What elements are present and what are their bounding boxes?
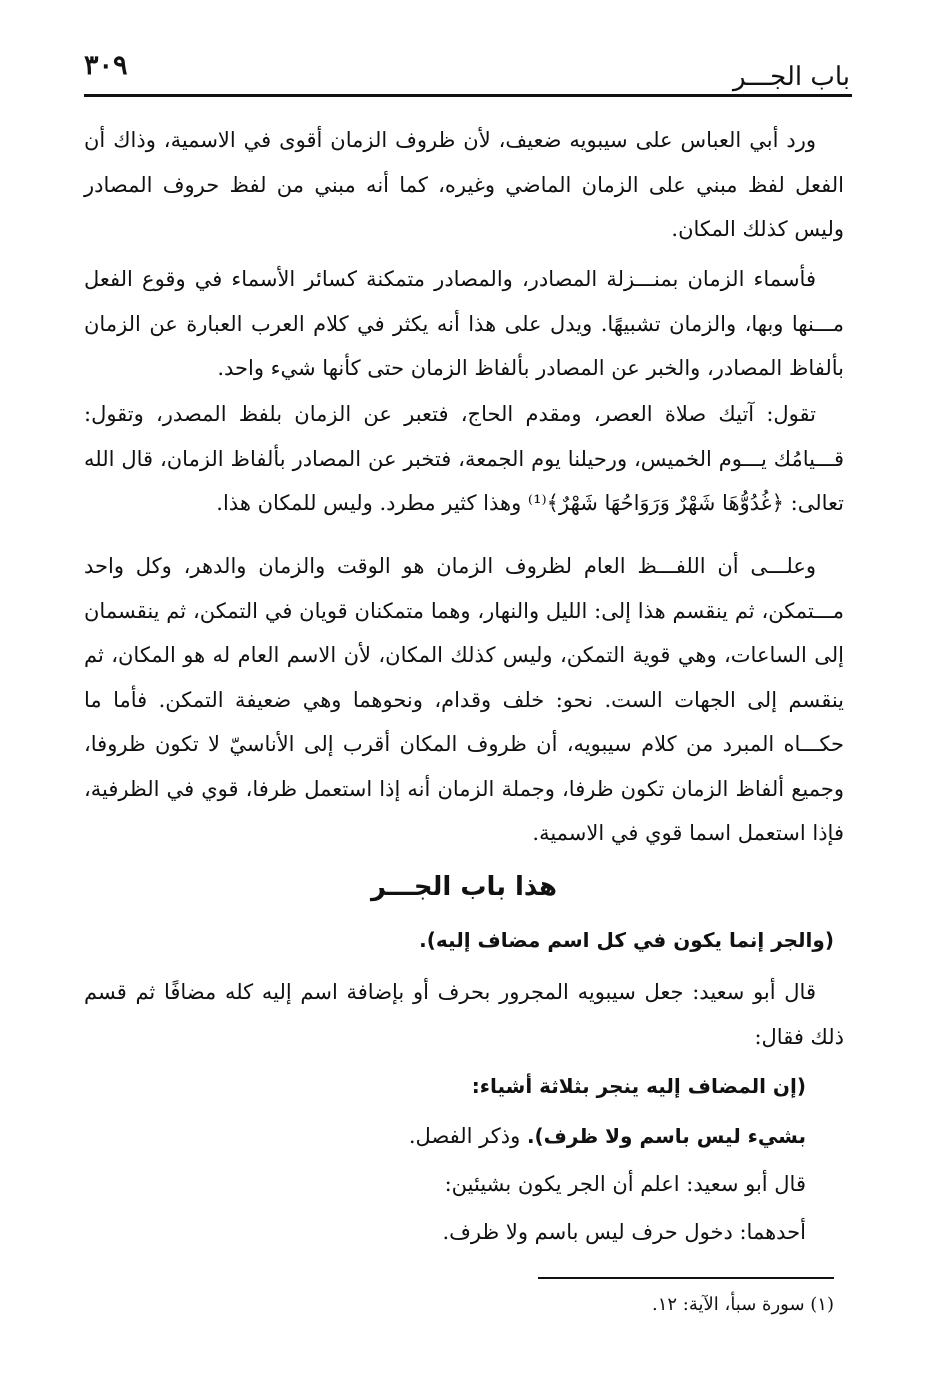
header-divider xyxy=(84,94,852,97)
abu-said-paragraph: قال أبو سعيد: جعل سيبويه المجرور بحرف أو بإضافة اسم إليه كله مضافًا ثم قسم ذلك فقال: xyxy=(84,980,844,1049)
page-number: ٣٠٩ xyxy=(84,50,128,81)
paragraph-4 xyxy=(84,544,844,856)
paragraph-2 xyxy=(84,257,844,391)
paragraph-1 xyxy=(84,118,844,252)
quote-bold-text: بشيء ليس باسم ولا ظرف). xyxy=(526,1124,806,1148)
paragraph-text: وعلـــى أن اللفـــظ العام لظروف الزمان هو الوقت والزمان والدهر، وكل واحد مـــتمكن، ثم ينقسم هذا إلى: الليل والنهار، وهما متمكنان قويان في التمكن، ثم ينقسمان إلى الساعات، وهي قوية التمكن، وليس كذلك المكان، لأن الاسم العام له هو المكان، ثم ينقسم إلى الجهات الست. نحو: خلف وقدام، ونحوهما وهي ضعيفة التمكن. فأما ما حكـــاه المبرد من كلام سيبويه، أن ظروف المكان أقرب إلى الأناسيّ لا تكون ظروفا، وجميع ألفاظ الزمان تكون ظرفا، وجملة الزمان أنه إذا استعمل ظرفا، قوي في الظرفية، فإذا استعمل اسما قوي في الاسمية. xyxy=(84,554,844,845)
paragraph-text: ورد أبي العباس على سيبويه ضعيف، لأن ظروف الزمان أقوى في الاسمية، وذاك أن الفعل لفظ مبني على الزمان الماضي وغيره، كما أنه مبني من لفظ حروف المصادر وليس كذلك المكان. xyxy=(84,128,844,241)
quote-line-2 xyxy=(409,1124,806,1148)
text-line-3: قال أبو سعيد: اعلم أن الجر يكون بشيئين: xyxy=(444,1172,806,1196)
text-line-4: أحدهما: دخول حرف ليس باسم ولا ظرف. xyxy=(442,1220,806,1244)
paragraph-text: تقول: آتيك صلاة العصر، ومقدم الحاج، فتعبر عن الزمان بلفظ المصدر، وتقول: قـــيامُك يـــوم الخميس، ورحيلنا يوم الجمعة، فتخبر عن المصادر بألفاظ الزمان، قال الله تعالى: ﴿غُدُوُّهَا شَهْرٌ وَرَوَاحُهَا شَهْرٌ﴾⁽¹⁾ وهذا كثير مطرد. وليس للمكان هذا. xyxy=(84,402,844,515)
paragraph-text: فأسماء الزمان بمنـــزلة المصادر، والمصادر متمكنة كسائر الأسماء في وقوع الفعل مـــنها وبها، والزمان تشبيهًا. ويدل على هذا أنه يكثر في كلام العرب العبارة عن الزمان بألفاظ المصادر، والخبر عن المصادر بألفاظ الزمان حتى كأنها شيء واحد. xyxy=(84,267,844,380)
footnote: (١) سورة سبأ، الآية: ١٢. xyxy=(652,1294,834,1315)
quote-line: (والجر إنما يكون في كل اسم مضاف إليه). xyxy=(419,928,834,952)
running-header: باب الجـــر xyxy=(732,62,850,92)
quote-rest-text: وذكر الفصل. xyxy=(408,1124,527,1148)
quote-line-1: (إن المضاف إليه ينجر بثلاثة أشياء: xyxy=(471,1074,806,1098)
section-heading: هذا باب الجـــر xyxy=(371,872,557,902)
footnote-divider xyxy=(538,1277,834,1279)
paragraph-3 xyxy=(84,392,844,526)
